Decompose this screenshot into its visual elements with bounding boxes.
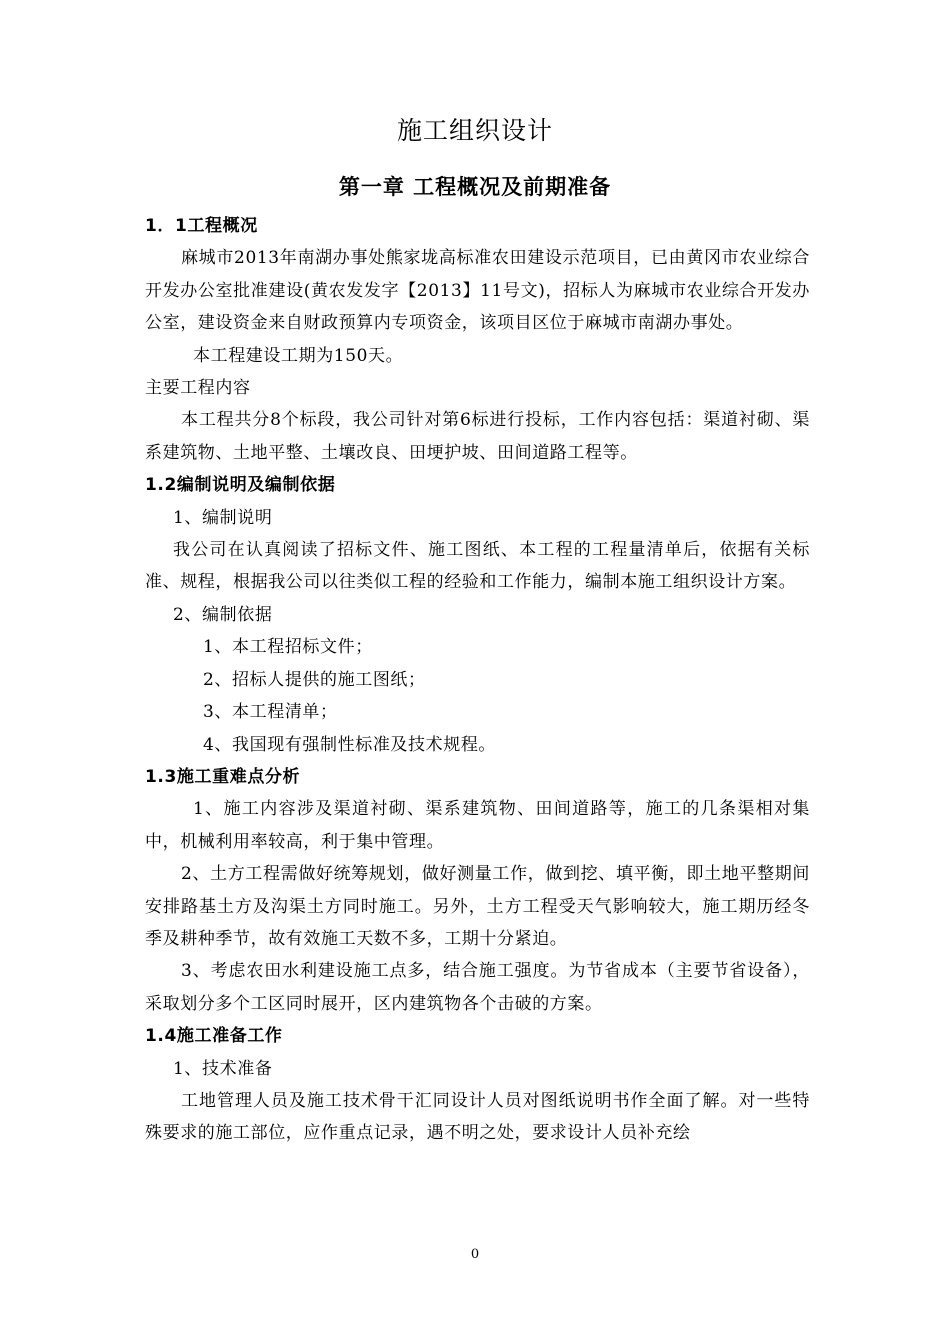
list-item: 4、我国现有强制性标准及技术规程。 xyxy=(203,734,497,755)
list-item: 2、编制依据 xyxy=(173,604,273,625)
list-item: 1、编制说明 xyxy=(173,507,273,528)
list-item: 2、招标人提供的施工图纸； xyxy=(203,669,426,690)
paragraph: 工地管理人员及施工技术骨干汇同设计人员对图纸说明书作全面了解。对一些特殊要求的施工部位，应作重点记录，遇不明之处，要求设计人员补充绘 xyxy=(145,1090,810,1144)
document-title: 施工组织设计 xyxy=(396,116,553,145)
section-heading-1-2: 1.2编制说明及编制依据 xyxy=(145,475,336,496)
paragraph: 麻城市2013年南湖办事处熊家垅高标准农田建设示范项目，已由黄冈市农业综合开发办公室批准建设(黄农发发字【2013】11号文)，招标人为麻城市农业综合开发办公室，建设资金来自财政预算内专项资金，该项目区位于麻城市南湖办事处。 xyxy=(145,248,810,334)
section-heading-1-3: 1.3施工重难点分析 xyxy=(145,766,301,787)
paragraph: 本工程共分8个标段，我公司针对第6标进行投标，工作内容包括：渠道衬砌、渠系建筑物、土地平整、土壤改良、田埂护坡、田间道路工程等。 xyxy=(145,410,810,463)
chapter-heading: 第一章 工程概况及前期准备 xyxy=(338,175,612,199)
subheading: 主要工程内容 xyxy=(145,378,251,399)
section-heading-1-4: 1.4施工准备工作 xyxy=(145,1026,283,1047)
list-item: 3、本工程清单； xyxy=(203,702,338,723)
paragraph: 2、土方工程需做好统筹规划，做好测量工作，做到挖、填平衡，即土地平整期间安排路基土方及沟渠土方同时施工。另外，土方工程受天气影响较大，施工期历经冬季及耕种季节，故有效施工天数不多，工期十分紧迫。 xyxy=(145,864,810,949)
paragraph: 1、施工内容涉及渠道衬砌、渠系建筑物、田间道路等，施工的几条渠相对集中，机械利用率较高，利于集中管理。 xyxy=(145,799,810,852)
page-number: 0 xyxy=(470,1247,480,1262)
paragraph: 3、考虑农田水利建设施工点多，结合施工强度。为节省成本（主要节省设备），采取划分多个工区同时展开，区内建筑物各个击破的方案。 xyxy=(145,961,810,1014)
document-body xyxy=(145,210,810,1150)
paragraph: 本工程建设工期为150天。 xyxy=(193,345,404,366)
list-item: 1、技术准备 xyxy=(173,1058,273,1079)
paragraph: 我公司在认真阅读了招标文件、施工图纸、本工程的工程量清单后，依据有关标准、规程，根据我公司以往类似工程的经验和工作能力，编制本施工组织设计方案。 xyxy=(145,540,810,593)
list-item: 1、本工程招标文件； xyxy=(203,637,373,658)
section-heading-1-1: 1．1工程概况 xyxy=(145,216,258,236)
